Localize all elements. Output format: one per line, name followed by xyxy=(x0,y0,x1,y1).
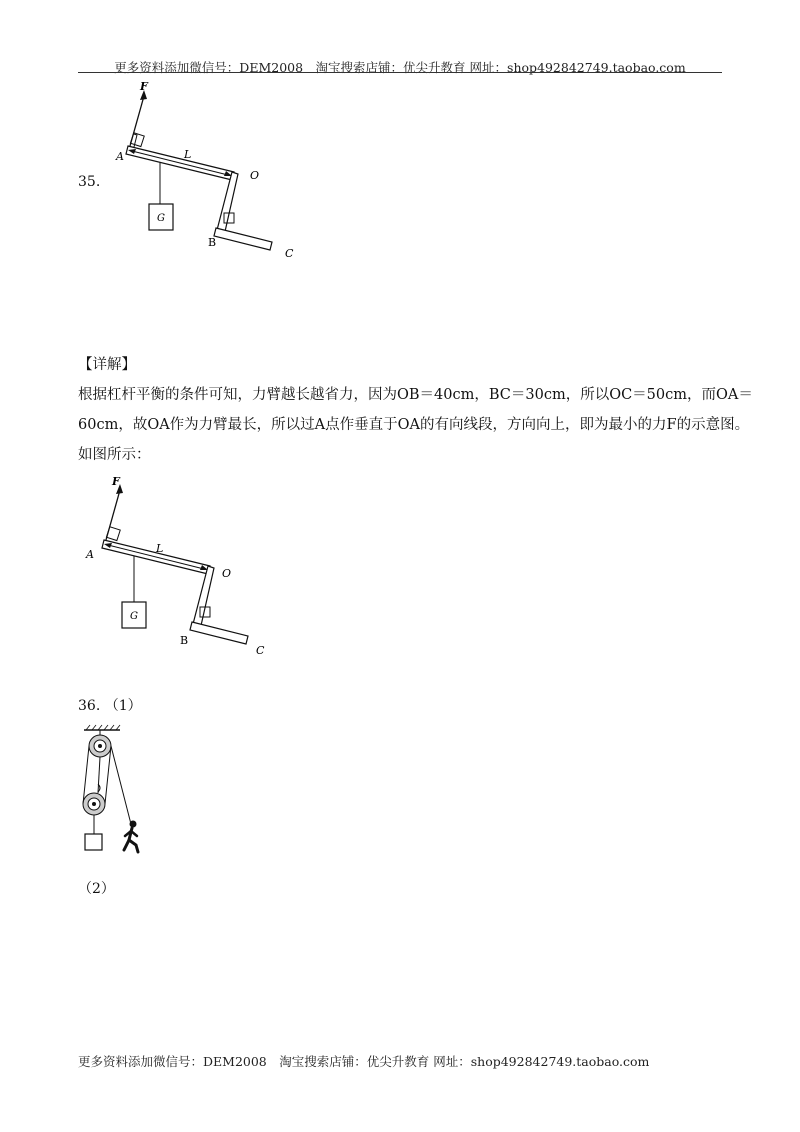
question-number-36 xyxy=(78,695,142,715)
page-header: 更多资料添加微信号：DEM2008 淘宝搜索店铺：优尖升教育 网址：shop492842749.taobao.com xyxy=(114,60,686,75)
pulley-figure xyxy=(74,724,164,859)
question-36-part1: （1） xyxy=(104,698,142,714)
question-number-35: 35. xyxy=(78,174,101,190)
label-G: G xyxy=(157,213,165,224)
solution-label-B: B xyxy=(180,634,189,647)
question-36-part2: （2） xyxy=(78,881,115,897)
header-divider xyxy=(78,72,722,73)
solution-line-3: 如图所示： xyxy=(78,447,151,463)
solution-label-C: C xyxy=(256,644,265,657)
solution-line-2: 60cm，故OA作为力臂最长，所以过A点作垂直于OA的有向线段，方向向上，即为最小的力F的示意图。 xyxy=(78,417,750,433)
solution-heading: 【详解】 xyxy=(78,357,136,373)
page-footer: 更多资料添加微信号：DEM2008 淘宝搜索店铺：优尖升教育 网址：shop492842749.taobao.com xyxy=(78,1054,650,1069)
question-36-number: 36. xyxy=(78,698,101,714)
lever-figure-solution xyxy=(76,470,296,660)
lever-length-line xyxy=(132,151,228,175)
label-L: L xyxy=(184,148,192,161)
person-icon xyxy=(124,821,138,853)
load-box xyxy=(85,834,102,850)
solution-line-1: 根据杠杆平衡的条件可知，力臂越长越省力，因为OB＝40cm，BC＝30cm，所以OC＝50cm，而OA＝ xyxy=(78,387,753,403)
solution-label-G: G xyxy=(130,611,138,622)
label-A: A xyxy=(116,150,124,163)
solution-label-O: O xyxy=(222,567,232,580)
solution-label-L: L xyxy=(156,542,164,555)
label-F: F xyxy=(140,80,148,93)
lever-arm-BC xyxy=(214,228,272,250)
label-B: B xyxy=(208,236,217,249)
lever-figure-35 xyxy=(100,76,320,266)
rope-pull xyxy=(111,746,132,828)
label-O: O xyxy=(250,169,260,182)
label-C: C xyxy=(285,247,294,260)
lever-arm-OB xyxy=(216,172,238,236)
solution-label-F: F xyxy=(112,475,120,488)
solution-label-A: A xyxy=(86,548,94,561)
